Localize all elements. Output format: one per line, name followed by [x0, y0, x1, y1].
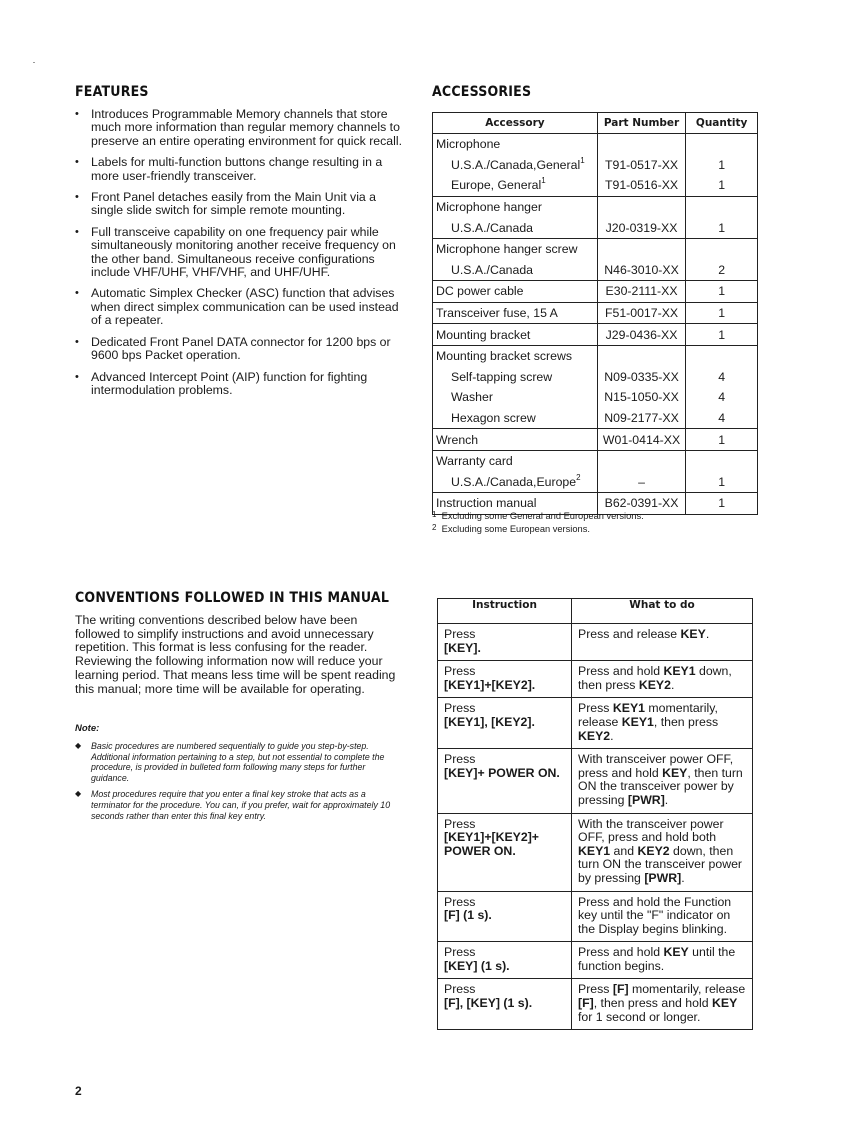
table-row — [438, 979, 753, 1030]
column-header-accessory: Accessory — [433, 113, 598, 134]
quantity-cell: 1 — [686, 493, 758, 515]
quantity-cell: 4 — [686, 387, 758, 408]
part-number-cell — [597, 238, 685, 259]
part-number-cell: W01-0414-XX — [597, 429, 685, 451]
accessory-cell: Microphone hanger — [433, 196, 598, 217]
table-row — [433, 450, 758, 471]
column-header-quantity: Quantity — [686, 113, 758, 134]
part-number-cell: – — [597, 472, 685, 493]
part-number-cell: F51-0017-XX — [597, 302, 685, 324]
table-row — [433, 429, 758, 451]
instruction-table — [437, 598, 753, 1030]
what-to-do-cell: With the transceiver power OFF, press and hold both KEY1 and KEY2 down, then turn ON the transceiver power by pressing [PWR]. — [572, 813, 753, 891]
quantity-cell — [686, 196, 758, 217]
quantity-cell — [686, 345, 758, 366]
part-number-cell: N46-3010-XX — [597, 260, 685, 281]
table-row — [433, 472, 758, 493]
table-row — [433, 345, 758, 366]
footnote: $^2$ Excluding some European versions. — [432, 523, 590, 534]
accessories-table-body — [433, 134, 758, 515]
part-number-cell — [597, 345, 685, 366]
quantity-cell: 4 — [686, 408, 758, 429]
feature-item: • Labels for multi-function buttons change resulting in a more user-friendly transceiver. — [75, 156, 410, 183]
part-number-cell: J20-0319-XX — [597, 217, 685, 238]
instruction-cell: Press [F], [KEY] (1 s). — [438, 979, 572, 1030]
instruction-cell: Press [KEY] (1 s). — [438, 942, 572, 979]
table-row — [438, 942, 753, 979]
quantity-cell — [686, 134, 758, 155]
part-number-cell — [597, 196, 685, 217]
feature-item: • Dedicated Front Panel DATA connector for 1200 bps or 9600 bps Packet operation. — [75, 336, 410, 363]
accessory-cell: U.S.A./Canada,Europe$^2$ — [433, 472, 598, 493]
accessories-footnotes — [432, 510, 644, 536]
part-number-cell — [597, 134, 685, 155]
part-number-cell — [597, 450, 685, 471]
column-header-what-to-do: What to do — [572, 599, 753, 624]
part-number-cell: N09-2177-XX — [597, 408, 685, 429]
what-to-do-cell: Press and hold KEY1 down, then press KEY2. — [572, 661, 753, 698]
quantity-cell: 1 — [686, 281, 758, 303]
feature-item: • Automatic Simplex Checker (ASC) function that advises when direct simplex communication can be used instead of a repeater. — [75, 287, 410, 327]
accessory-cell: Instruction manual — [433, 493, 598, 515]
conventions-paragraph: The writing conventions described below have been followed to simplify instructions and avoid unnecessary repetition. This format is less confusing for the reader. Reviewing the following information now will reduce your learning period. That means less time will be spent reading this manual; more time will be available for operating. — [75, 613, 396, 696]
table-row — [433, 408, 758, 429]
column-header-instruction: Instruction — [438, 599, 572, 624]
table-row — [433, 367, 758, 388]
table-row — [433, 260, 758, 281]
table-row — [433, 155, 758, 176]
column-header-part-number: Part Number — [597, 113, 685, 134]
part-number-cell: T91-0516-XX — [597, 175, 685, 196]
accessory-cell: Mounting bracket — [433, 324, 598, 346]
quantity-cell — [686, 238, 758, 259]
accessory-cell: Microphone — [433, 134, 598, 155]
instruction-cell: Press [F] (1 s). — [438, 891, 572, 942]
table-row — [433, 387, 758, 408]
table-row — [438, 698, 753, 749]
part-number-cell: E30-2111-XX — [597, 281, 685, 303]
instruction-cell: Press [KEY1]+[KEY2]. — [438, 661, 572, 698]
features-list — [75, 108, 410, 405]
table-row — [433, 324, 758, 346]
feature-item: • Full transceive capability on one frequency pair while simultaneously monitoring another receive frequency on the other band. Simultaneous receive configurations include VHF/UHF, VHF/VHF, and UHF/UHF. — [75, 226, 410, 280]
part-number-cell: N09-0335-XX — [597, 367, 685, 388]
what-to-do-cell: Press KEY1 momentarily, release KEY1, then press KEY2. — [572, 698, 753, 749]
page-number: 2 — [75, 1084, 82, 1098]
scan-speck — [33, 62, 35, 63]
table-row — [433, 302, 758, 324]
accessory-cell: Europe, General$^1$ — [433, 175, 598, 196]
features-heading: FEATURES — [75, 84, 149, 100]
accessory-cell: Mounting bracket screws — [433, 345, 598, 366]
instruction-cell: Press [KEY1]+[KEY2]+ POWER ON. — [438, 813, 572, 891]
accessory-cell: Self-tapping screw — [433, 367, 598, 388]
accessory-cell: Microphone hanger screw — [433, 238, 598, 259]
table-row — [438, 891, 753, 942]
part-number-cell: J29-0436-XX — [597, 324, 685, 346]
quantity-cell: 4 — [686, 367, 758, 388]
instruction-cell: Press [KEY1], [KEY2]. — [438, 698, 572, 749]
accessory-cell: U.S.A./Canada,General$^1$ — [433, 155, 598, 176]
instruction-cell: Press [KEY]+ POWER ON. — [438, 749, 572, 813]
accessory-cell: Hexagon screw — [433, 408, 598, 429]
accessory-cell: Warranty card — [433, 450, 598, 471]
quantity-cell — [686, 450, 758, 471]
footnote: $^1$ Excluding some General and European versions. — [432, 510, 644, 521]
table-row — [438, 813, 753, 891]
quantity-cell: 1 — [686, 324, 758, 346]
table-row — [438, 749, 753, 813]
table-row — [433, 175, 758, 196]
instruction-cell: Press [KEY]. — [438, 624, 572, 661]
what-to-do-cell: Press and hold KEY until the function begins. — [572, 942, 753, 979]
quantity-cell: 1 — [686, 472, 758, 493]
quantity-cell: 1 — [686, 302, 758, 324]
quantity-cell: 1 — [686, 155, 758, 176]
table-row — [438, 624, 753, 661]
note-item: ◆ Basic procedures are numbered sequentially to guide you step-by-step. Additional information pertaining to a step, but not essential to complete the procedure, is provided in bulleted form following many steps for further guidance. — [75, 741, 397, 783]
table-row — [433, 134, 758, 155]
feature-item: • Advanced Intercept Point (AIP) function for fighting intermodulation problems. — [75, 371, 410, 398]
what-to-do-cell: Press and hold the Function key until the "F" indicator on the Display begins blinking. — [572, 891, 753, 942]
quantity-cell: 2 — [686, 260, 758, 281]
table-row — [433, 196, 758, 217]
what-to-do-cell: Press [F] momentarily, release [F], then press and hold KEY for 1 second or longer. — [572, 979, 753, 1030]
table-row — [433, 281, 758, 303]
note-label: Note: — [75, 723, 100, 734]
quantity-cell: 1 — [686, 217, 758, 238]
accessory-cell: Transceiver fuse, 15 A — [433, 302, 598, 324]
accessory-cell: DC power cable — [433, 281, 598, 303]
part-number-cell: B62-0391-XX — [597, 493, 685, 515]
what-to-do-cell: With transceiver power OFF, press and hold KEY, then turn ON the transceiver power by pressing [PWR]. — [572, 749, 753, 813]
feature-item: • Front Panel detaches easily from the Main Unit via a single slide switch for simple remote mounting. — [75, 191, 410, 218]
accessories-table — [432, 112, 758, 515]
table-row — [433, 217, 758, 238]
instruction-table-body — [438, 624, 753, 1030]
what-to-do-cell: Press and release KEY. — [572, 624, 753, 661]
note-item: ◆ Most procedures require that you enter a final key stroke that acts as a terminator for the procedure. You can, if you prefer, wait for approximately 10 seconds rather than enter this final key entry. — [75, 789, 397, 821]
accessory-cell: Washer — [433, 387, 598, 408]
accessory-cell: U.S.A./Canada — [433, 260, 598, 281]
accessory-cell: U.S.A./Canada — [433, 217, 598, 238]
part-number-cell: N15-1050-XX — [597, 387, 685, 408]
table-row — [438, 661, 753, 698]
quantity-cell: 1 — [686, 429, 758, 451]
conventions-heading: CONVENTIONS FOLLOWED IN THIS MANUAL — [75, 590, 390, 606]
accessories-heading: ACCESSORIES — [432, 84, 532, 100]
feature-item: • Introduces Programmable Memory channels that store much more information than regular memory channels to preserve an entire operating environment for quick recall. — [75, 108, 410, 148]
notes-list — [75, 741, 397, 827]
table-row — [433, 238, 758, 259]
accessory-cell: Wrench — [433, 429, 598, 451]
part-number-cell: T91-0517-XX — [597, 155, 685, 176]
quantity-cell: 1 — [686, 175, 758, 196]
